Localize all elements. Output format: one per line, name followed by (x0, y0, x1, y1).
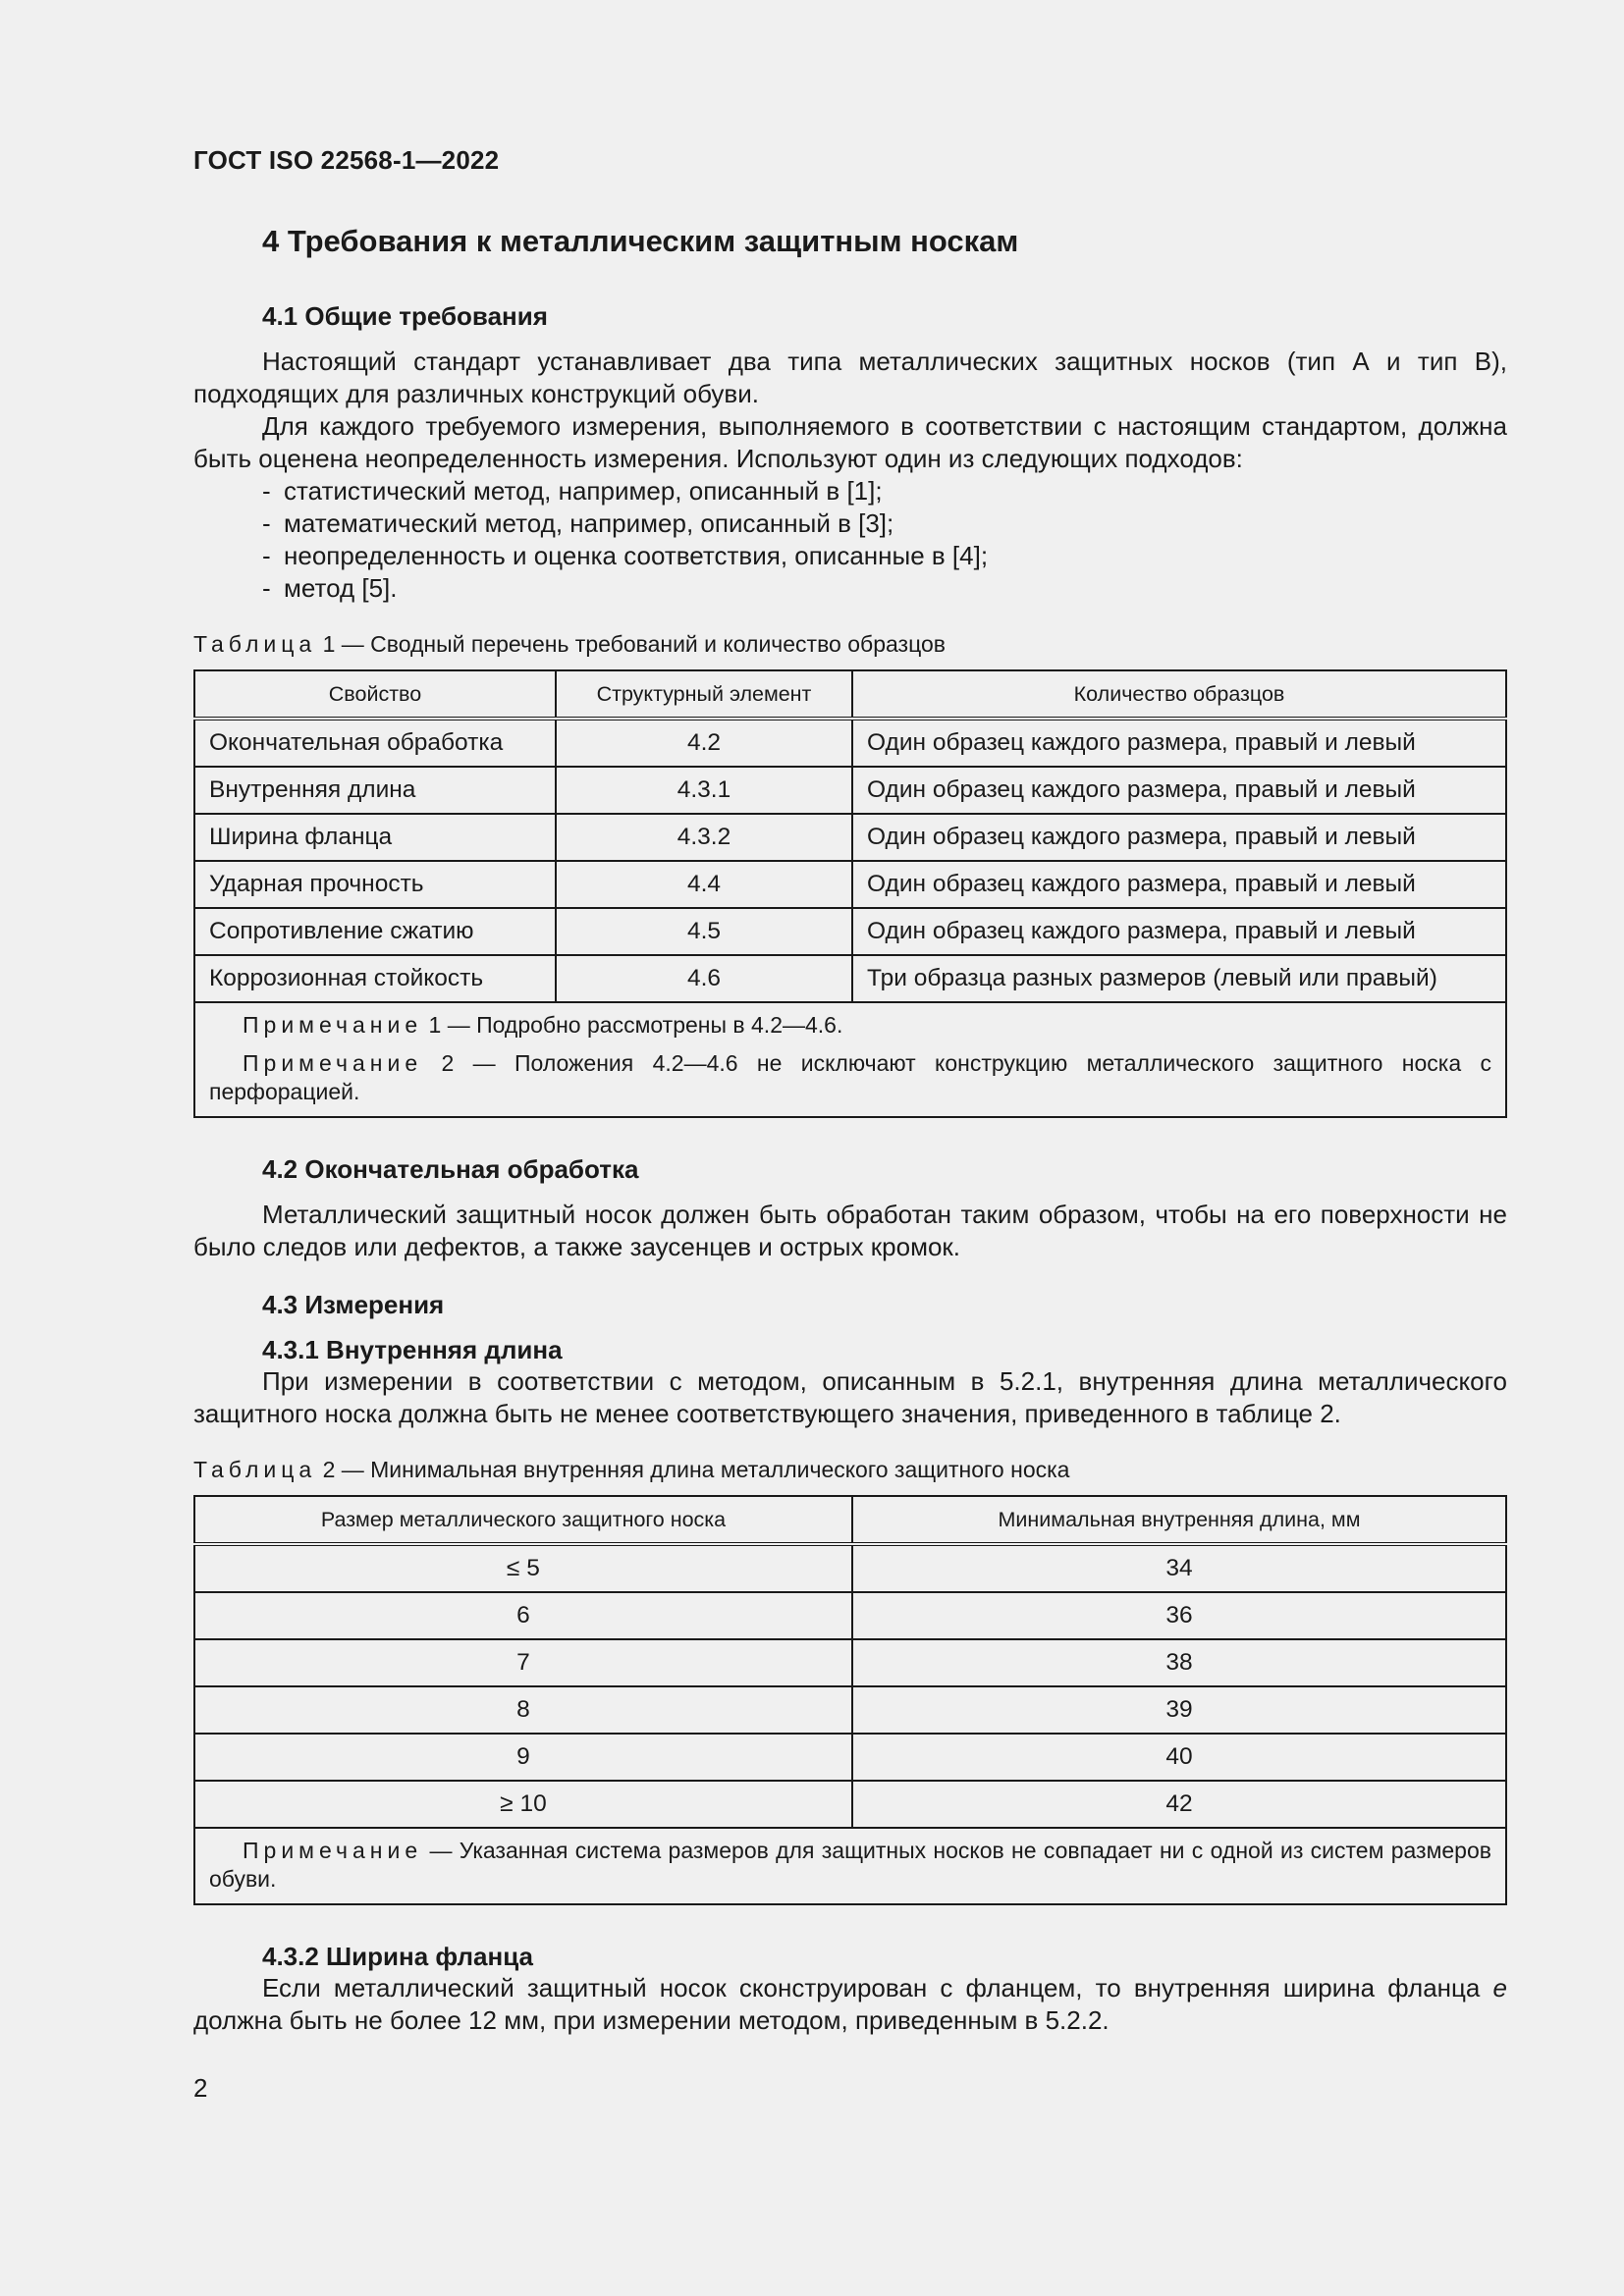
table-row (194, 1544, 1506, 1592)
paragraph-text-start: Если металлический защитный носок сконструирован с фланцем, то внутренняя ширина фланца (262, 1973, 1493, 2002)
property-cell: Коррозионная стойкость (194, 955, 556, 1002)
list-item: - математический метод, например, описанный в [3]; (262, 507, 1507, 540)
column-header-property: Свойство (194, 670, 556, 719)
table-notes-row (194, 1828, 1506, 1904)
length-cell: 36 (852, 1592, 1506, 1639)
table-row (194, 814, 1506, 861)
paragraph-text-end: должна быть не более 12 мм, при измерении методом, приведенным в 5.2.2. (193, 2005, 1110, 2035)
size-cell: ≤ 5 (194, 1544, 852, 1592)
table-2-notes (194, 1828, 1506, 1904)
section-4-title: 4 Требования к металлическим защитным носкам (262, 224, 1019, 258)
element-cell: 4.6 (556, 955, 852, 1002)
table-row (194, 767, 1506, 814)
samples-cell: Один образец каждого размера, правый и левый (852, 814, 1506, 861)
length-cell: 42 (852, 1781, 1506, 1828)
property-cell: Ударная прочность (194, 861, 556, 908)
table-1-caption-text: 1 — Сводный перечень требований и количество образцов (316, 631, 946, 657)
property-cell: Ширина фланца (194, 814, 556, 861)
table-2-note (209, 1837, 1491, 1894)
table-row (194, 908, 1506, 955)
table-row (194, 1686, 1506, 1734)
property-cell: Сопротивление сжатию (194, 908, 556, 955)
variable-e: e (1492, 1973, 1507, 2002)
length-cell: 38 (852, 1639, 1506, 1686)
table-1-caption (193, 630, 1507, 658)
table-row (194, 1592, 1506, 1639)
samples-cell: Три образца разных размеров (левый или правый) (852, 955, 1506, 1002)
note-text: 2 — Положения 4.2—4.6 не исключают конструкцию металлического защитного носка с перфорацией. (209, 1050, 1491, 1104)
length-cell: 40 (852, 1734, 1506, 1781)
document-code: ГОСТ ISO 22568-1—2022 (193, 145, 500, 175)
requirements-table (193, 669, 1507, 1118)
size-cell: 8 (194, 1686, 852, 1734)
column-header-size: Размер металлического защитного носка (194, 1496, 852, 1544)
section-4-2-title: 4.2 Окончательная обработка (262, 1154, 639, 1184)
samples-cell: Один образец каждого размера, правый и левый (852, 767, 1506, 814)
element-cell: 4.3.2 (556, 814, 852, 861)
approaches-list (193, 475, 1507, 605)
note-text: 1 — Подробно рассмотрены в 4.2—4.6. (422, 1012, 843, 1038)
table-row (194, 1639, 1506, 1686)
table-row (194, 861, 1506, 908)
section-4-1-paragraph-2: Для каждого требуемого измерения, выполняемого в соответствии с настоящим стандартом, должна быть оценена неопределенность измерения. Используют один из следующих подходов: (193, 411, 1507, 473)
section-4-1-paragraph-1: Настоящий стандарт устанавливает два типа металлических защитных носков (тип А и тип В), подходящих для различных конструкций обуви. (193, 347, 1507, 408)
list-item: - метод [5]. (262, 572, 1507, 605)
section-4-3-1-title: 4.3.1 Внутренняя длина (262, 1335, 563, 1364)
list-item: - статистический метод, например, описанный в [1]; (262, 475, 1507, 507)
samples-cell: Один образец каждого размера, правый и левый (852, 719, 1506, 767)
section-4-2-paragraph: Металлический защитный носок должен быть обработан таким образом, чтобы на его поверхности не было следов или дефектов, а также заусенцев и острых кромок. (193, 1200, 1507, 1261)
element-cell: 4.5 (556, 908, 852, 955)
section-4-3-1-paragraph: При измерении в соответствии с методом, описанным в 5.2.1, внутренняя длина металлического защитного носка должна быть не менее соответствующего значения, приведенного в таблице 2. (193, 1366, 1507, 1428)
table-1-note-2 (209, 1049, 1491, 1106)
table-1-note-1 (209, 1011, 1491, 1040)
table-header-row (194, 670, 1506, 719)
column-header-element: Структурный элемент (556, 670, 852, 719)
section-4-1-title: 4.1 Общие требования (262, 301, 548, 331)
section-4-3-title: 4.3 Измерения (262, 1290, 445, 1319)
note-label: Примечание (243, 1838, 423, 1863)
property-cell: Окончательная обработка (194, 719, 556, 767)
note-label: Примечание (243, 1012, 423, 1038)
table-notes-row (194, 1002, 1506, 1117)
section-4-3-2-title: 4.3.2 Ширина фланца (262, 1942, 533, 1971)
page-content (193, 222, 1507, 2037)
table-2-caption-text: 2 — Минимальная внутренняя длина металлического защитного носка (316, 1457, 1070, 1482)
note-label: Примечание (243, 1050, 423, 1076)
note-text: — Указанная система размеров для защитных носков не совпадает ни с одной из систем размеров обуви. (209, 1838, 1491, 1892)
table-2-caption-word: Таблица (193, 1457, 317, 1482)
size-cell: 7 (194, 1639, 852, 1686)
length-cell: 34 (852, 1544, 1506, 1592)
section-4-3-2-paragraph (193, 1972, 1507, 2037)
column-header-samples: Количество образцов (852, 670, 1506, 719)
column-header-min-length: Минимальная внутренняя длина, мм (852, 1496, 1506, 1544)
size-cell: 9 (194, 1734, 852, 1781)
inner-length-table (193, 1495, 1507, 1905)
element-cell: 4.2 (556, 719, 852, 767)
table-2-caption (193, 1456, 1507, 1483)
element-cell: 4.3.1 (556, 767, 852, 814)
samples-cell: Один образец каждого размера, правый и левый (852, 861, 1506, 908)
element-cell: 4.4 (556, 861, 852, 908)
list-item: - неопределенность и оценка соответствия, описанные в [4]; (262, 540, 1507, 572)
table-header-row (194, 1496, 1506, 1544)
property-cell: Внутренняя длина (194, 767, 556, 814)
table-row (194, 955, 1506, 1002)
page-number: 2 (193, 2073, 208, 2103)
table-row (194, 719, 1506, 767)
table-row (194, 1781, 1506, 1828)
size-cell: 6 (194, 1592, 852, 1639)
table-1-caption-word: Таблица (193, 631, 317, 657)
table-row (194, 1734, 1506, 1781)
samples-cell: Один образец каждого размера, правый и левый (852, 908, 1506, 955)
size-cell: ≥ 10 (194, 1781, 852, 1828)
table-1-notes (194, 1002, 1506, 1117)
length-cell: 39 (852, 1686, 1506, 1734)
